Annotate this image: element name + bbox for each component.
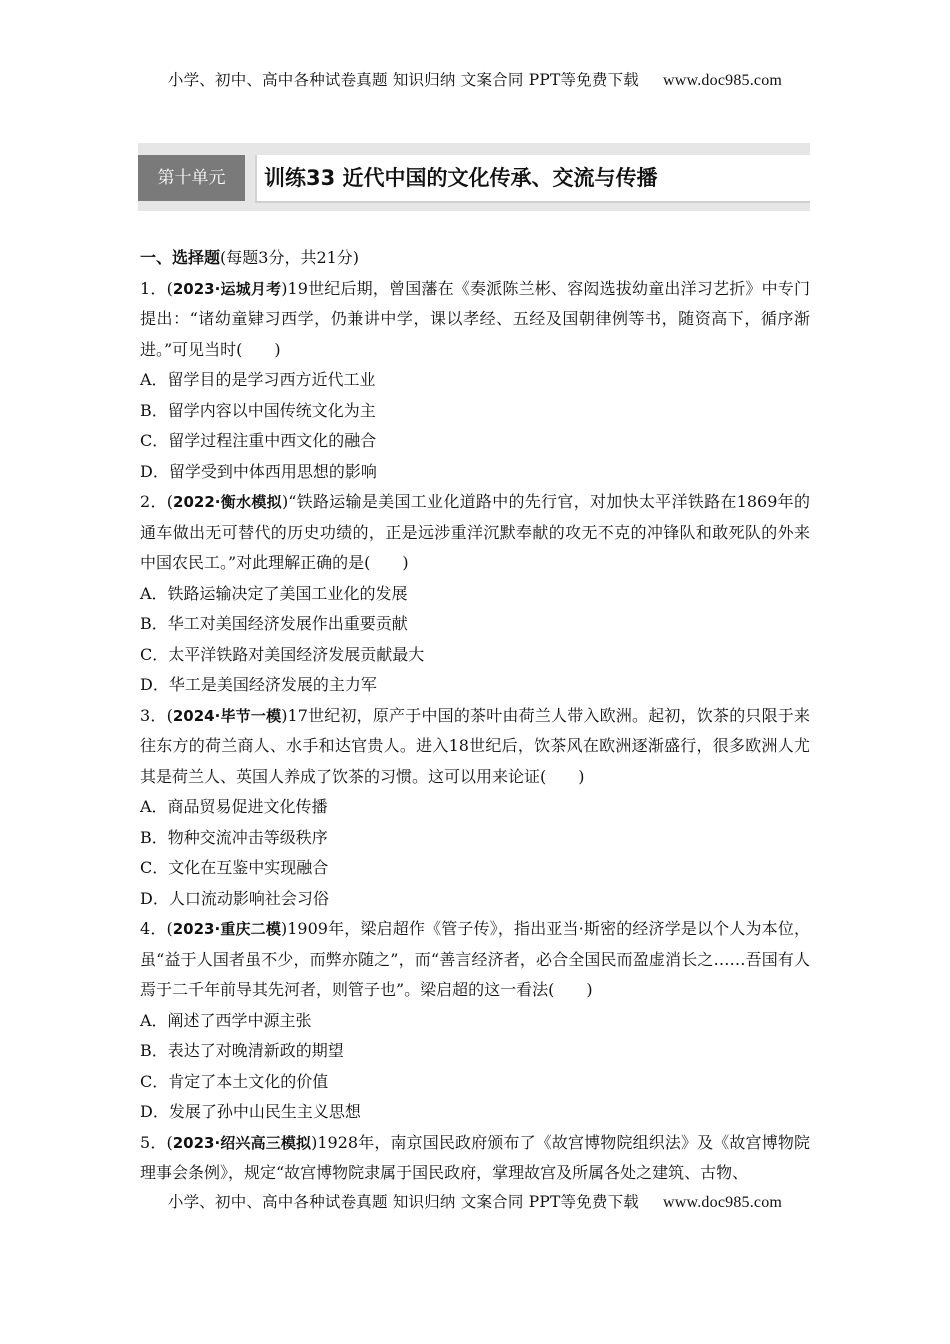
question-list [140, 243, 810, 1189]
option-c[interactable]: C．肯定了本土文化的价值 [140, 1071, 329, 1091]
option-d[interactable]: D．人口流动影响社会习俗 [140, 888, 329, 908]
option-b[interactable]: B．表达了对晚清新政的期望 [140, 1041, 344, 1060]
header-url[interactable]: www.doc985.com [663, 72, 783, 89]
header-text: 小学、初中、高中各种试卷真题 知识归纳 文案合同 PPT等免费下载 [167, 71, 639, 89]
question-text: )1928年，南京国民政府颁布了《故宫博物院组织法》及《故宫博物院理事会条例》，规定“故宫博物院隶属于国民政府，掌理故宫及所属各处之建筑、古物、 [140, 1132, 810, 1182]
unit-label: 第十单元 [138, 155, 245, 201]
question-text: )17世纪初，原产于中国的茶叶由荷兰人带入欧洲。起初，饮茶的只限于来往东方的荷兰商人、水手和达官贵人。进入18世纪后，饮茶风在欧洲逐渐盛行，很多欧洲人尤其是荷兰人、英国人养成了饮茶的习惯。这可以用来论证( ) [140, 705, 810, 786]
section-title: 一、选择题 [140, 248, 221, 267]
option-a[interactable]: A．商品贸易促进文化传播 [140, 797, 328, 816]
option-d[interactable]: D．华工是美国经济发展的主力军 [140, 675, 377, 694]
section-note: (每题3分，共21分) [220, 248, 360, 267]
option-d[interactable]: D．发展了孙中山民生主义思想 [140, 1102, 361, 1121]
option-b[interactable]: B．物种交流冲击等级秩序 [140, 827, 328, 847]
question-number: 4．( [140, 919, 173, 938]
option-a[interactable]: A．留学目的是学习西方近代工业 [140, 370, 376, 389]
footer-url[interactable]: www.doc985.com [663, 1194, 783, 1211]
question-number: 1．( [140, 278, 173, 298]
option-a[interactable]: A．铁路运输决定了美国工业化的发展 [140, 583, 408, 603]
question-number: 2．( [140, 492, 174, 511]
question-text: )1909年，梁启超作《管子传》，指出亚当·斯密的经济学是以个人为本位，虽“益于人国者虽不少，而弊亦随之”，而“善言经济者，必合全国民而盈虚消长之……吾国有人焉于二千年前导其先河者，则管子也”。梁启超的这一看法( ) [140, 919, 810, 999]
option-c[interactable]: C．留学过程注重中西文化的融合 [140, 431, 377, 450]
unit-title-underline [255, 201, 810, 203]
question-stem [140, 487, 810, 579]
footer-text: 小学、初中、高中各种试卷真题 知识归纳 文案合同 PPT等免费下载 [167, 1193, 639, 1211]
option-c[interactable]: C．文化在互鉴中实现融合 [140, 858, 329, 877]
question-number: 5．( [140, 1132, 173, 1152]
option-d[interactable]: D．留学受到中体西用思想的影响 [140, 461, 377, 481]
question-source: 2023·绍兴高三模拟 [172, 1133, 312, 1152]
option-b[interactable]: B．华工对美国经济发展作出重要贡献 [140, 614, 408, 633]
option-c[interactable]: C．太平洋铁路对美国经济发展贡献最大 [140, 644, 425, 664]
question-source: 2022·衡水模拟 [173, 493, 282, 511]
question-text: )19世纪后期，曾国藩在《奏派陈兰彬、容闳选拔幼童出洋习艺折》中专门提出：“诸幼童肄习西学，仍兼讲中学，课以孝经、五经及国朝律例等书，随资高下，循序渐进。”可见当时( ) [140, 278, 810, 359]
page-header [0, 68, 950, 90]
question-number: 3．( [140, 705, 173, 725]
question-stem [140, 914, 810, 1006]
question-stem [140, 274, 810, 366]
unit-title: 训练33 近代中国的文化传承、交流与传播 [264, 166, 658, 190]
option-a[interactable]: A．阐述了西学中源主张 [140, 1010, 312, 1030]
section-heading [140, 243, 810, 274]
page-footer [0, 1190, 950, 1212]
question-source: 2023·运城月考 [172, 279, 282, 298]
question-stem [140, 701, 810, 793]
question-stem [140, 1128, 810, 1189]
question-source: 2023·重庆二模 [172, 920, 281, 938]
option-b[interactable]: B．留学内容以中国传统文化为主 [140, 400, 376, 420]
question-source: 2024·毕节一模 [172, 706, 282, 725]
question-text: )“铁路运输是美国工业化道路中的先行官，对加快太平洋铁路在1869年的通车做出无可替代的历史功绩的，正是远涉重洋沉默奉献的攻无不克的冲锋队和敢死队的外来中国农民工。”对此理解正确的是( ) [140, 492, 810, 572]
